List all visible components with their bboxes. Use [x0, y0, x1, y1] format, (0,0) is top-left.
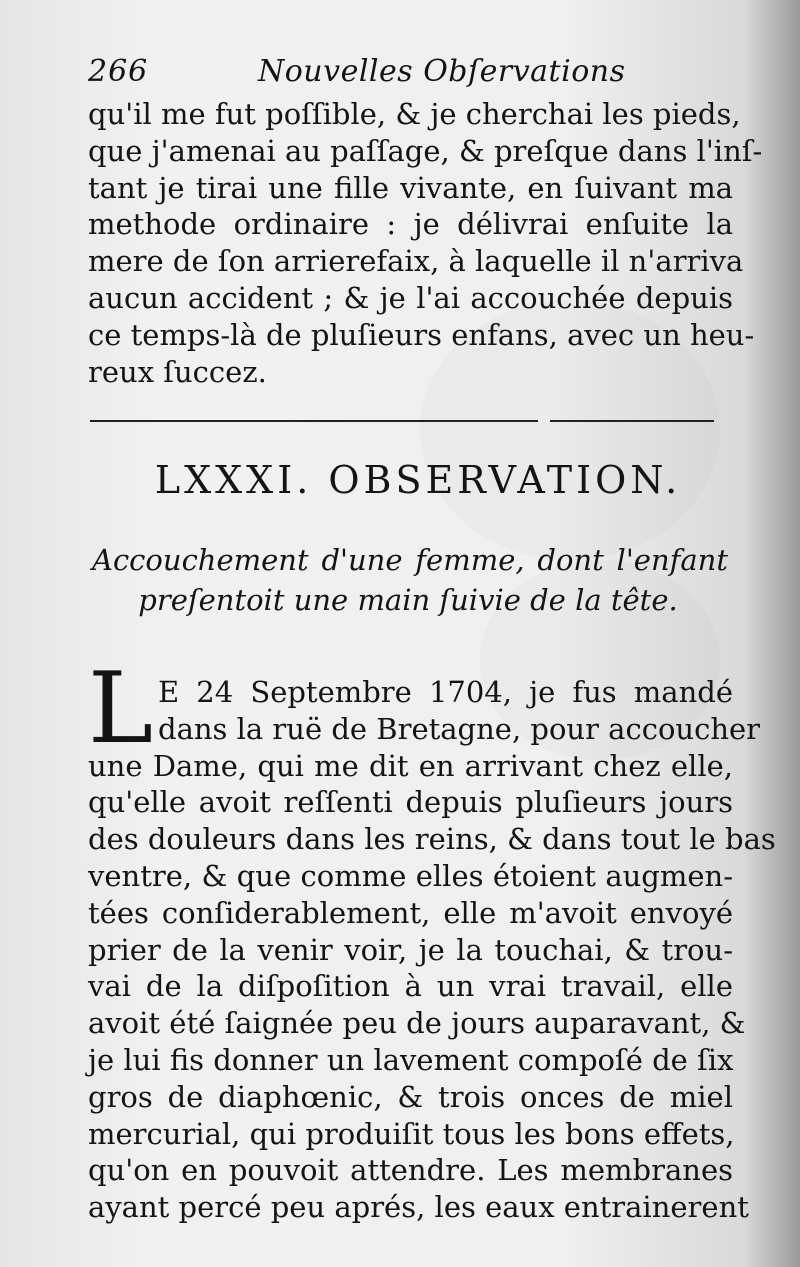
text-line: dans la ruë de Bretagne, pour accoucher [158, 711, 761, 746]
text-line: ce temps-là de pluſieurs enfans, avec un heu- [88, 317, 755, 352]
running-title: Nouvelles Obſervations [258, 54, 626, 89]
text-line: mere de ſon arrierefaix, à laquelle il n'arriva [88, 244, 744, 279]
text-line: tées conſiderablement, elle m'avoit envoyé [88, 895, 733, 930]
text-line: methode ordinaire : je délivrai enſuite la [88, 207, 733, 242]
observation-paragraph [88, 674, 776, 1226]
text-line: que j'amenai au paſſage, & preſque dans l'inſ- [88, 133, 763, 168]
text-line: prier de la venir voir, je la touchai, & trou- [88, 932, 733, 967]
subtitle-line: preſentoit une main ſuivie de la tête. [138, 583, 678, 617]
continuation-paragraph [88, 96, 763, 390]
text-line: E 24 Septembre 1704, je fus mandé [158, 675, 733, 709]
text-line: qu'il me fut poſſible, & je cherchai les pieds, [88, 97, 741, 131]
text-line: aucun accident ; & je l'ai accouchée depuis [88, 280, 733, 315]
text-line: je lui fis donner un lavement compoſé de ſix [88, 1042, 734, 1077]
divider-gap [538, 416, 550, 426]
text-line: ventre, & que comme elles étoient augmen- [88, 858, 733, 893]
text-line: ayant percé peu aprés, les eaux entrainerent [88, 1190, 749, 1225]
text-line: des douleurs dans les reins, & dans tout le bas [88, 822, 776, 857]
drop-cap: L [88, 652, 154, 766]
text-line: avoit été ſaignée peu de jours auparavant, & [88, 1006, 746, 1041]
text-line: reux ſuccez. [88, 354, 267, 389]
page-number: 266 [88, 54, 149, 89]
observation-title: LXXXI. OBSERVATION. [154, 458, 682, 502]
section-divider [90, 420, 714, 422]
text-line: tant je tirai une fille vivante, en ſuivant ma [88, 170, 733, 205]
observation-subtitle [88, 540, 728, 620]
page-header [88, 54, 728, 98]
text-line: mercurial, qui produiſit tous les bons effets, [88, 1116, 735, 1151]
text-line: une Dame, qui me dit en arrivant chez elle, [88, 748, 733, 783]
subtitle-line: Accouchement d'une femme, dont l'enfant [92, 543, 728, 577]
text-line: qu'elle avoit reſſenti depuis pluſieurs jours [88, 785, 733, 820]
text-line: vai de la diſpoſition à un vrai travail, elle [88, 969, 733, 1004]
text-line: qu'on en pouvoit attendre. Les membranes [88, 1153, 733, 1188]
text-line: gros de diaphœnic, & trois onces de miel [88, 1079, 733, 1114]
